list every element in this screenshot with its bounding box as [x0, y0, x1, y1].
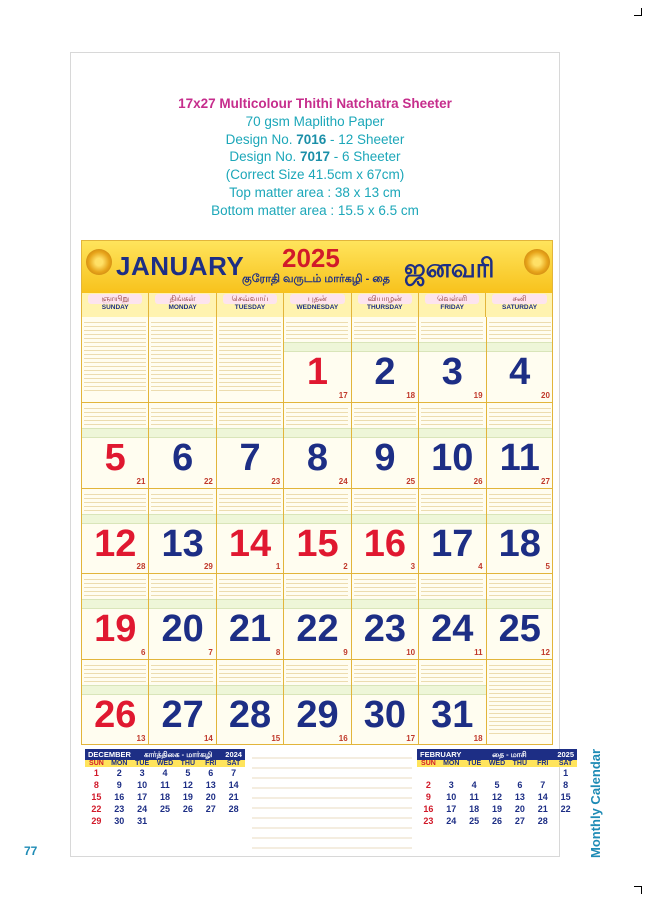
tamil-date-number: 27 — [541, 476, 550, 486]
mini-date: 3 — [139, 768, 145, 778]
mini-date — [154, 815, 177, 827]
tamil-date-number: 23 — [271, 476, 281, 486]
spec-top-matter: Top matter area : 38 x 13 cm — [229, 184, 401, 200]
side-label: Monthly Calendar — [588, 748, 603, 858]
spec-title: 17x27 Multicolour Thithi Natchatra Sheeter — [178, 96, 452, 111]
date-number: 23 — [363, 608, 407, 651]
mini-date: 16 — [114, 792, 125, 802]
date-number: 22 — [296, 608, 339, 651]
mini-weekday: SUN — [89, 760, 104, 767]
mini-date: 9 — [116, 780, 122, 790]
date-number: 29 — [296, 694, 339, 737]
weekday-tamil: ஞாயிறு — [88, 294, 142, 304]
tamil-date-number: 9 — [343, 648, 348, 658]
date-number: 26 — [94, 694, 137, 737]
design-1-suffix: - 12 Sheeter — [326, 131, 405, 147]
day-cell — [487, 574, 553, 660]
day-notes — [421, 491, 483, 513]
day-cell — [284, 660, 351, 745]
mini-date: 13 — [514, 792, 525, 802]
design-2-prefix: Design No. — [229, 149, 300, 165]
mini-weekday: FRI — [205, 760, 217, 767]
mini-date: 4 — [471, 780, 477, 790]
day-cell — [149, 660, 216, 745]
calendar-year: 2025 — [282, 243, 340, 273]
tamil-date-number: 15 — [271, 733, 281, 743]
day-notes — [354, 491, 416, 513]
mini-date: 11 — [160, 780, 170, 790]
date-number: 25 — [498, 608, 541, 651]
mini-header — [85, 749, 245, 760]
tamil-date-number: 19 — [473, 390, 483, 400]
mini-date: 18 — [469, 804, 480, 814]
mini-date: 28 — [228, 804, 239, 814]
day-cell — [217, 574, 284, 660]
date-number: 7 — [239, 436, 261, 479]
weekday-tamil: புதன் — [290, 294, 344, 304]
mini-date — [199, 815, 222, 827]
day-cell — [284, 403, 351, 489]
info-cell — [487, 660, 553, 745]
tamil-date-number: 16 — [338, 733, 348, 743]
tamil-date-number: 6 — [140, 648, 146, 658]
footer-notes — [252, 749, 412, 849]
tamil-date-number: 14 — [203, 733, 213, 743]
date-number: 19 — [94, 608, 137, 651]
mini-year: 2024 — [225, 750, 242, 759]
tamil-date-number: 11 — [474, 648, 483, 658]
month-english: JANUARY — [116, 251, 245, 281]
mini-date: 16 — [423, 804, 434, 814]
day-cell — [217, 489, 284, 575]
mini-date — [222, 815, 245, 827]
day-cell — [419, 403, 486, 489]
weekday-tamil: செவ்வாய் — [223, 294, 277, 304]
date-number: 5 — [104, 436, 126, 479]
mini-dates — [417, 767, 577, 827]
date-number: 3 — [441, 351, 463, 393]
tamil-date-number: 4 — [478, 562, 483, 572]
mini-tamil: தை - மாசி — [492, 750, 527, 759]
date-number: 31 — [431, 694, 474, 737]
tamil-date-number: 10 — [406, 648, 416, 658]
mini-weekday: THU — [180, 760, 196, 767]
weekday-header-row — [82, 293, 553, 317]
day-notes — [489, 319, 551, 341]
mini-weekday: WED — [488, 760, 506, 767]
date-number: 8 — [306, 436, 329, 479]
mini-date: 21 — [537, 804, 548, 814]
day-notes — [219, 405, 281, 427]
day-notes — [219, 662, 281, 684]
mini-date: 1 — [93, 768, 99, 778]
day-cell — [419, 317, 486, 403]
calendar-header — [82, 241, 553, 293]
day-cell — [217, 403, 284, 489]
mini-date: 2 — [116, 768, 122, 778]
mini-weekdays — [85, 760, 245, 767]
day-notes — [354, 319, 416, 341]
weekday-wednesday — [284, 293, 351, 317]
page-number: 77 — [24, 844, 38, 858]
info-cell — [217, 317, 284, 403]
tamil-date-number: 3 — [410, 562, 416, 572]
day-cell — [284, 574, 351, 660]
spec-bottom-matter: Bottom matter area : 15.5 x 6.5 cm — [211, 202, 419, 218]
flower-icon — [524, 249, 550, 275]
mini-dates — [85, 767, 245, 827]
info-cell — [149, 317, 216, 403]
date-number: 20 — [161, 608, 204, 651]
day-cell — [352, 660, 419, 745]
mini-date — [440, 767, 463, 779]
day-notes — [151, 491, 213, 513]
tamil-year: குரோதி வருடம் மார்கழி - தை — [242, 273, 390, 285]
design-2-suffix: - 6 Sheeter — [330, 149, 401, 165]
mini-weekday: SUN — [421, 760, 436, 767]
date-number: 9 — [374, 436, 396, 479]
mini-date: 29 — [91, 816, 102, 826]
date-number: 14 — [228, 522, 272, 565]
mini-date: 25 — [469, 816, 480, 826]
mini-date: 15 — [91, 792, 102, 802]
tamil-date-number: 13 — [136, 733, 146, 743]
day-notes — [84, 405, 146, 427]
spec-design-1 — [70, 131, 560, 149]
tamil-date-number: 2 — [343, 562, 348, 572]
tamil-date-number: 21 — [136, 476, 146, 486]
design-1-number: 7016 — [296, 131, 327, 147]
day-cell — [82, 489, 149, 575]
tamil-date-number: 7 — [208, 648, 213, 658]
tamil-date-number: 5 — [545, 562, 550, 572]
day-notes — [489, 405, 551, 427]
mini-date: 26 — [491, 816, 502, 826]
mini-date — [531, 767, 554, 779]
date-number: 6 — [172, 436, 194, 479]
mini-date: 13 — [205, 780, 216, 790]
info-cell — [82, 317, 149, 403]
date-number: 4 — [509, 351, 531, 393]
mini-date: 7 — [231, 768, 237, 778]
date-number: 13 — [161, 522, 204, 565]
mini-month: FEBRUARY — [420, 750, 462, 759]
weekday-english: TUESDAY — [234, 304, 266, 311]
day-notes — [286, 405, 348, 427]
month-calendar — [81, 240, 553, 745]
tamil-date-number: 29 — [203, 562, 213, 572]
mini-date: 28 — [537, 816, 548, 826]
tamil-date-number: 25 — [406, 476, 416, 486]
mini-date: 14 — [228, 780, 239, 790]
day-cell — [149, 403, 216, 489]
mini-date: 25 — [159, 804, 170, 814]
design-2-number: 7017 — [299, 149, 331, 165]
day-cell — [82, 574, 149, 660]
crop-mark-bottom — [634, 886, 642, 894]
weekday-tuesday — [217, 293, 284, 317]
day-notes — [421, 405, 483, 427]
mini-date: 19 — [182, 792, 193, 802]
mini-weekday: FRI — [537, 760, 549, 767]
design-1-prefix: Design No. — [225, 131, 297, 147]
weekday-english: SUNDAY — [101, 304, 129, 311]
mini-weekday: SAT — [226, 760, 241, 767]
day-notes — [219, 576, 281, 598]
mini-date: 15 — [560, 792, 571, 802]
mini-calendar-december — [85, 749, 245, 827]
weekday-saturday — [486, 293, 553, 317]
day-cell — [419, 574, 486, 660]
day-notes — [219, 491, 281, 513]
mini-date — [508, 767, 531, 779]
mini-weekday: MON — [111, 760, 128, 767]
tamil-date-number: 18 — [406, 390, 416, 400]
tamil-date-number: 28 — [136, 562, 146, 572]
specs-block — [70, 95, 560, 220]
day-cell — [284, 489, 351, 575]
day-notes — [489, 576, 551, 598]
date-number: 12 — [94, 522, 137, 565]
info-notes — [151, 319, 213, 394]
mini-year: 2025 — [557, 750, 574, 759]
mini-date: 11 — [469, 792, 479, 802]
mini-date — [554, 815, 577, 827]
mini-date: 19 — [491, 804, 502, 814]
mini-date: 22 — [560, 804, 571, 814]
mini-date: 5 — [494, 780, 500, 790]
tamil-date-number: 12 — [541, 648, 550, 658]
mini-date: 10 — [446, 792, 457, 802]
day-cell — [419, 489, 486, 575]
weekday-english: THURSDAY — [367, 304, 403, 311]
date-number: 30 — [363, 694, 407, 737]
date-number: 1 — [306, 351, 329, 393]
day-cell — [82, 660, 149, 745]
mini-date — [176, 815, 199, 827]
day-notes — [421, 319, 483, 341]
mini-date: 30 — [114, 816, 125, 826]
tamil-date-number: 18 — [473, 733, 483, 743]
spec-paper: 70 gsm Maplitho Paper — [245, 113, 385, 129]
date-number: 21 — [228, 608, 272, 651]
day-notes — [151, 662, 213, 684]
day-notes — [354, 662, 416, 684]
date-number: 18 — [498, 522, 541, 565]
mini-weekday: THU — [512, 760, 528, 767]
date-number: 17 — [431, 522, 474, 565]
flower-icon — [86, 249, 112, 275]
info-notes — [489, 662, 551, 737]
day-notes — [421, 662, 483, 684]
tamil-date-number: 20 — [541, 390, 550, 400]
mini-weekday: MON — [443, 760, 460, 767]
weekday-thursday — [352, 293, 419, 317]
day-cell — [487, 489, 553, 575]
tamil-date-number: 17 — [338, 390, 348, 400]
mini-date: 6 — [517, 780, 523, 790]
weekday-tamil: வியாழன் — [358, 294, 412, 304]
mini-weekdays — [417, 760, 577, 767]
day-cell — [352, 317, 419, 403]
mini-date: 6 — [208, 768, 214, 778]
day-notes — [286, 662, 348, 684]
day-cell — [487, 317, 553, 403]
mini-weekday: SAT — [558, 760, 573, 767]
date-number: 10 — [431, 436, 474, 479]
day-notes — [151, 576, 213, 598]
mini-date: 5 — [185, 768, 191, 778]
mini-date: 23 — [423, 816, 434, 826]
day-notes — [286, 319, 348, 341]
mini-date: 27 — [514, 816, 525, 826]
mini-date: 2 — [425, 780, 431, 790]
weekday-tamil: வெள்ளி — [425, 294, 479, 304]
tamil-date-number: 1 — [275, 562, 281, 572]
date-number: 24 — [431, 608, 474, 651]
tamil-date-number: 26 — [473, 476, 483, 486]
mini-date: 24 — [446, 816, 457, 826]
mini-date: 9 — [425, 792, 431, 802]
weekday-english: SATURDAY — [502, 304, 538, 311]
weekday-tamil: சனி — [492, 294, 546, 304]
mini-weekday: TUE — [135, 760, 150, 767]
mini-header — [417, 749, 577, 760]
tamil-date-number: 8 — [275, 648, 281, 658]
mini-date: 26 — [182, 804, 193, 814]
day-cell — [149, 489, 216, 575]
weekday-english: WEDNESDAY — [296, 304, 339, 311]
day-notes — [489, 491, 551, 513]
day-notes — [84, 576, 146, 598]
mini-month: DECEMBER — [88, 750, 131, 759]
day-notes — [151, 405, 213, 427]
date-number: 27 — [161, 694, 204, 737]
day-notes — [286, 576, 348, 598]
day-cell — [149, 574, 216, 660]
day-notes — [421, 576, 483, 598]
mini-date: 24 — [137, 804, 148, 814]
date-number: 16 — [363, 522, 407, 565]
day-cell — [217, 660, 284, 745]
day-cell — [352, 489, 419, 575]
day-cell — [419, 660, 486, 745]
spec-correct-size: (Correct Size 41.5cm x 67cm) — [225, 167, 405, 183]
weekday-english: FRIDAY — [440, 304, 464, 311]
day-cell — [352, 403, 419, 489]
mini-weekday: WED — [156, 760, 174, 767]
date-number: 2 — [374, 351, 396, 393]
mini-date: 10 — [137, 780, 148, 790]
mini-date: 1 — [563, 768, 569, 778]
day-cell — [487, 403, 553, 489]
mini-date: 12 — [491, 792, 502, 802]
weekday-sunday — [82, 293, 149, 317]
mini-date: 31 — [137, 816, 148, 826]
mini-tamil: கார்த்திகை - மார்கழி — [143, 750, 213, 759]
info-notes — [84, 319, 146, 394]
mini-date: 7 — [540, 780, 546, 790]
mini-date: 20 — [514, 804, 525, 814]
mini-date — [486, 767, 509, 779]
date-number: 11 — [499, 436, 540, 479]
date-number: 28 — [228, 694, 272, 737]
tamil-date-number: 24 — [338, 476, 348, 486]
mini-date: 17 — [137, 792, 148, 802]
mini-date: 23 — [114, 804, 125, 814]
mini-date: 18 — [159, 792, 170, 802]
day-cell — [82, 403, 149, 489]
day-cell — [352, 574, 419, 660]
day-notes — [354, 405, 416, 427]
mini-date: 27 — [205, 804, 216, 814]
weekday-english: MONDAY — [168, 304, 197, 311]
mini-weekday: TUE — [467, 760, 482, 767]
mini-date: 21 — [228, 792, 239, 802]
day-notes — [354, 576, 416, 598]
mini-calendar-february — [417, 749, 577, 827]
date-grid — [82, 317, 553, 745]
day-notes — [84, 491, 146, 513]
mini-date: 8 — [563, 780, 569, 790]
info-notes — [219, 319, 281, 394]
day-notes — [84, 662, 146, 684]
crop-mark-top — [634, 8, 642, 16]
mini-date — [417, 767, 440, 779]
mini-date: 14 — [537, 792, 548, 802]
mini-date: 22 — [91, 804, 102, 814]
mini-date: 3 — [448, 780, 454, 790]
weekday-monday — [149, 293, 216, 317]
spec-design-2 — [70, 148, 560, 166]
tamil-date-number: 17 — [406, 733, 416, 743]
mini-date: 12 — [182, 780, 193, 790]
mini-date: 4 — [162, 768, 168, 778]
date-number: 15 — [296, 522, 339, 565]
day-notes — [286, 491, 348, 513]
day-cell — [284, 317, 351, 403]
mini-date — [463, 767, 486, 779]
tamil-date-number: 22 — [203, 476, 213, 486]
mini-date: 20 — [205, 792, 216, 802]
mini-date: 17 — [446, 804, 457, 814]
weekday-friday — [419, 293, 486, 317]
weekday-tamil: திங்கள் — [155, 294, 209, 304]
month-tamil: ஜனவரி — [404, 253, 495, 283]
mini-date: 8 — [93, 780, 99, 790]
